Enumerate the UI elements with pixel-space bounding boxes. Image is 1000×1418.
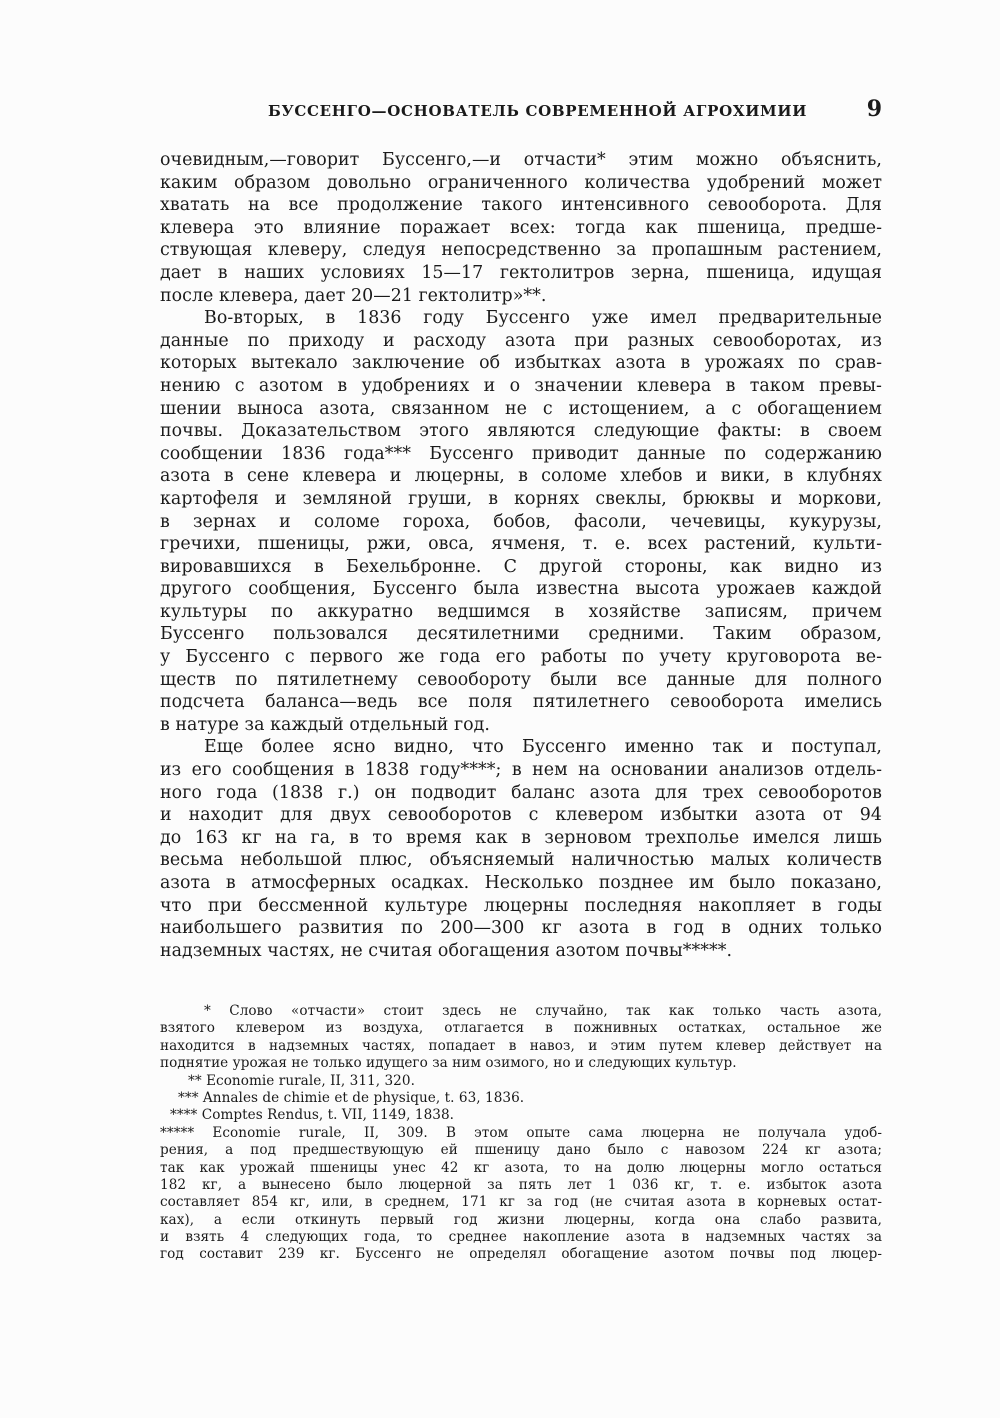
text-line: ного года (1838 г.) он подводит баланс азота для трех севооборотов (160, 782, 882, 803)
text-line: после клевера, дает 20—21 гектолитр»**. (160, 285, 547, 306)
text-line: другого сообщения, Буссенго была известна высота урожаев каждой (160, 579, 882, 600)
text-line: сообщении 1836 года*** Буссенго приводит данные по содержанию (160, 443, 882, 464)
footnote-line: взятого клевером из воздуха, отлагается в пожнивных остатках, остальное же (160, 1020, 882, 1037)
footnote-line: 182 кг, а вынесено было люцерной за пять лет 1 036 кг, т. е. избыток азота (160, 1176, 882, 1193)
text-line: шении выноса азота, связанном не с истощением, а с обогащением (160, 398, 882, 419)
footnote-line: *** Annales de chimie et de physique, t. 63, 1836. (178, 1089, 525, 1106)
main-text (160, 149, 882, 962)
running-title: БУССЕНГО—ОСНОВАТЕЛЬ СОВРЕМЕННОЙ АГРОХИМИИ (268, 102, 808, 120)
text-line: весьма небольшой плюс, объясняемый наличностью малых количеств (160, 850, 882, 871)
text-line: почвы. Доказательством этого являются следующие факты: в своем (160, 421, 882, 442)
footnote-line: год составит 239 кг. Буссенго не определял обогащение азотом почвы под люцер- (160, 1246, 882, 1263)
text-line: гречихи, пшеницы, ржи, овса, ячменя, т. е. всех растений, культи- (160, 534, 882, 555)
text-line: Еще более ясно видно, что Буссенго именно так и поступал, (204, 737, 882, 758)
text-line: и находит для двух севооборотов с клевером избытки азота от 94 (160, 805, 882, 826)
text-line: культуры по аккуратно ведшимся в хозяйстве записям, причем (160, 601, 882, 622)
footnote-line: составляет 854 кг, или, в среднем, 171 кг за год (не считая азота в корневых остат- (160, 1194, 882, 1211)
text-line: в зернах и соломе гороха, бобов, фасоли, чечевицы, кукурузы, (160, 511, 882, 532)
text-line: из его сообщения в 1838 году****; в нем на основании анализов отдель- (160, 760, 882, 781)
text-line: очевидным,—говорит Буссенго,—и отчасти* этим можно объяснить, (160, 150, 882, 170)
footnote-line: поднятие урожая не только идущего за ним озимого, но и следующих культур. (160, 1055, 737, 1072)
text-line: азота в атмосферных осадках. Несколько позднее им было показано, (160, 873, 882, 893)
text-line: ществ по пятилетнему севообороту были все данные для полного (160, 669, 882, 690)
text-line: азота в сене клевера и люцерны, в соломе хлебов и вики, в клубнях (160, 466, 882, 487)
text-line: до 163 кг на га, в то время как в зерновом трехполье имелся лишь (160, 827, 882, 848)
page-number: 9 (866, 96, 882, 122)
footnote-line: ** Economie rurale, II, 311, 320. (188, 1072, 415, 1089)
text-line: нению с азотом в удобрениях и о значении клевера в таком превы- (160, 375, 882, 396)
page-header (160, 98, 882, 124)
text-line: данные по приходу и расходу азота при разных севооборотах, из (160, 330, 882, 351)
footnote-line: * Слово «отчасти» стоит здесь не случайно, так как только часть азота, (204, 1003, 882, 1019)
text-line: ствующая клеверу, следуя непосредственно за пропашным растением, (160, 240, 882, 261)
footnote-line: так как урожай пшеницы унес 42 кг азота, то на долю люцерны могло остаться (160, 1159, 882, 1176)
footnote-line: и взять 4 следующих года, то среднее накопление азота в надземных частях за (160, 1229, 882, 1246)
text-line: картофеля и земляной груши, в корнях свеклы, брюквы и моркови, (160, 488, 882, 509)
text-line: каким образом довольно ограниченного количества удобрений может (160, 172, 882, 193)
text-line: наибольшего развития по 200—300 кг азота в год в одних только (160, 918, 882, 939)
text-line: клевера это влияние поражает всех: тогда как пшеница, предше- (160, 217, 882, 238)
text-line: Во-вторых, в 1836 году Буссенго уже имел предварительные (204, 308, 882, 329)
footnote-line: ***** Economie rurale, II, 309. В этом опыте сама люцерна не получала удоб- (160, 1124, 882, 1141)
footnote-line: рения, а под предшествующую ей пшеницу дано было с навозом 224 кг азота; (160, 1142, 882, 1159)
footnote-line: находится в надземных частях, попадает в навоз, и этим путем клевер действует на (160, 1037, 882, 1054)
text-line: хватать на все продолжение такого интенсивного севооборота. Для (160, 195, 882, 216)
text-line: что при бессменной культуре люцерны последняя накопляет в годы (160, 895, 882, 916)
footnotes (160, 1003, 882, 1264)
text-line: у Буссенго с первого же года его работы по учету круговорота ве- (160, 647, 882, 668)
text-line: Буссенго пользовался десятилетними средними. Таким образом, (160, 624, 882, 645)
text-line: вировавшихся в Бехельбронне. С другой стороны, как видно из (160, 556, 882, 577)
text-line: в натуре за каждый отдельный год. (160, 714, 490, 735)
text-line: надземных частях, не считая обогащения азотом почвы*****. (160, 940, 733, 961)
text-line: дает в наших условиях 15—17 гектолитров зерна, пшеница, идущая (160, 262, 882, 283)
text-line: которых вытекало заключение об избытках азота в урожаях по срав- (160, 353, 882, 374)
footnote-line: **** Comptes Rendus, t. VII, 1149, 1838. (170, 1107, 455, 1124)
footnote-line: ках), а если откинуть первый год жизни люцерны, когда она слабо развита, (160, 1211, 882, 1228)
text-line: подсчета баланса—ведь все поля пятилетнего севооборота имелись (160, 692, 882, 713)
